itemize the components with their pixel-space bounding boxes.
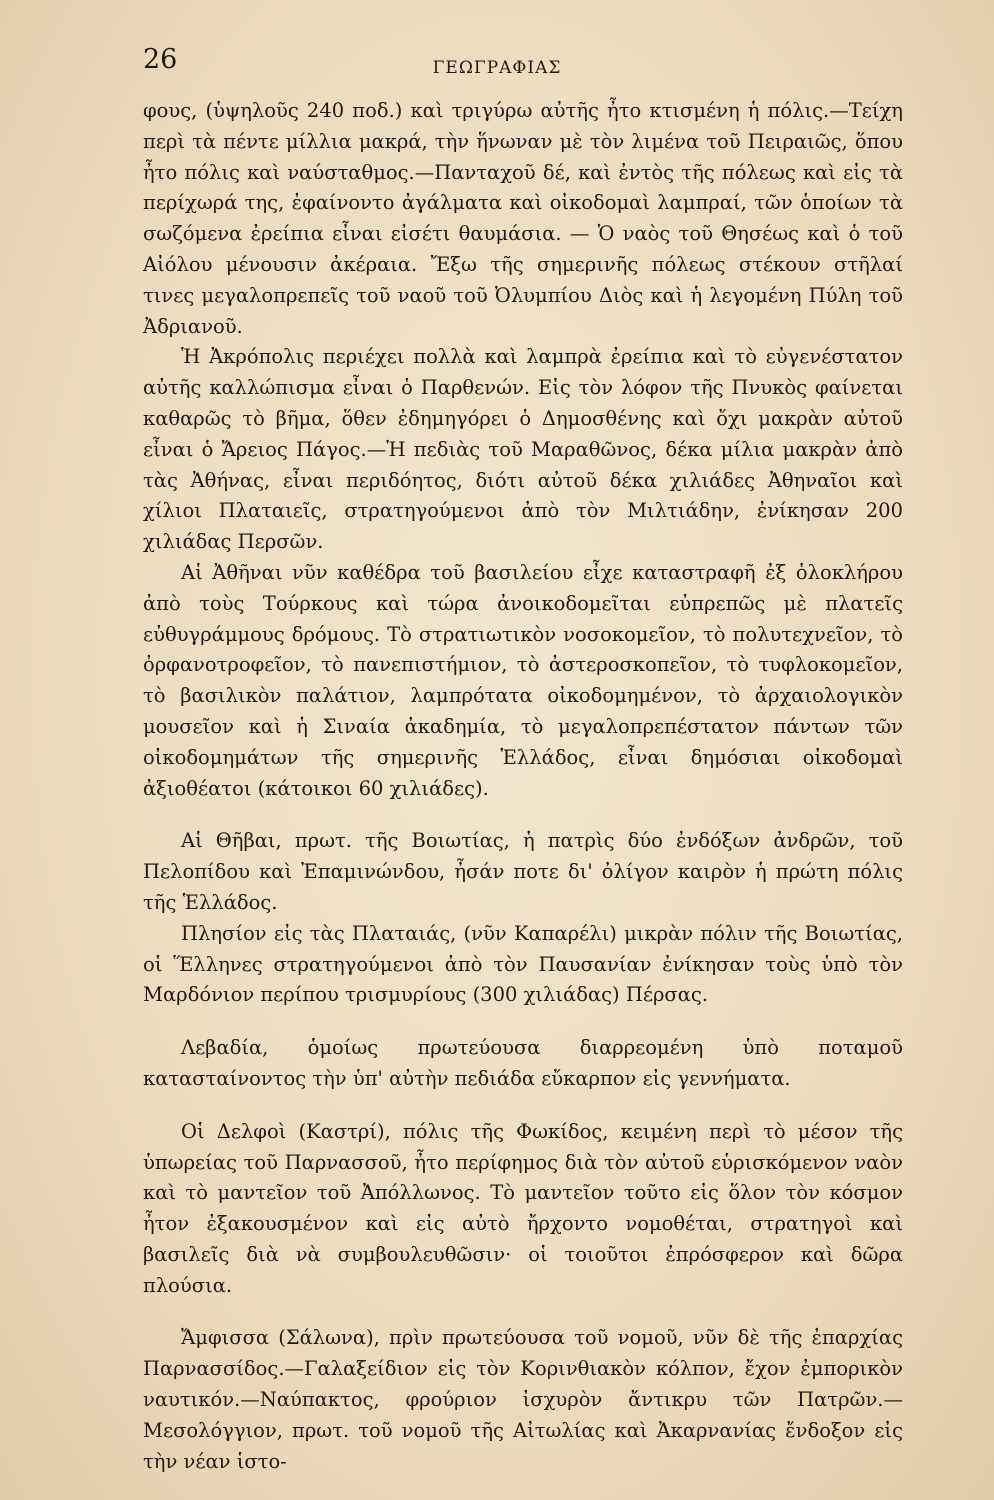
running-title: ΓΕΩΓΡΑΦΙΑΣ <box>432 58 562 78</box>
paragraph-delphi: Οἱ Δελφοὶ (Καστρί), πόλις τῆς Φωκίδος, κειμένη περὶ τὸ μέσον τῆς ὑπωρείας τοῦ Παρνασσοῦ, ἦτο περίφημος διὰ τὸν αὐτοῦ εὑρισκόμενον ναὸν καὶ τὸ μαντεῖον τοῦ Ἀπόλλωνος. Τὸ μαντεῖον τοῦτο εἰς ὅλον τὸν κόσμον ἦτον ἐξακουσμένον καὶ εἰς αὐτὸ ἤρχοντο νομοθέται, στρατηγοὶ καὶ βασιλεῖς διὰ νὰ συμβουλευθῶσιν· οἱ τοιοῦτοι ἐπρόσφερον καὶ δῶρα πλούσια. <box>143 1119 903 1297</box>
paragraph-amfissa: Ἄμφισσα (Σάλωνα), πρὶν πρωτεύουσα τοῦ νομοῦ, νῦν δὲ τῆς ἐπαρχίας Παρνασσίδος.—Γαλαξείδιον εἰς τὸν Κορινθιακὸν κόλπον, ἔχον ἐμπορικὸν ναυτικόν.—Ναύπακτος, φρούριον ἰσχυρὸν ἄντικρυ τῶν Πατρῶν.—Μεσολόγγιον, πρωτ. τοῦ νομοῦ τῆς Αἰτωλίας καὶ Ἀκαρνανίας ἔνδοξον εἰς τὴν νέαν ἱστο- <box>143 1326 903 1473</box>
paragraph-thebes: Αἱ Θῆβαι, πρωτ. τῆς Βοιωτίας, ἡ πατρὶς δύο ἐνδόξων ἀνδρῶν, τοῦ Πελοπίδου καὶ Ἐπαμινώνδου, ἦσάν ποτε δι' ὀλίγον καιρὸν ἡ πρώτη πόλις τῆς Ἑλλάδος. <box>143 829 903 914</box>
paragraph-modern-athens: Αἱ Ἀθῆναι νῦν καθέδρα τοῦ βασιλείου εἶχε καταστραφῆ ἐξ ὁλοκλήρου ἀπὸ τοὺς Τούρκους καὶ τώρα ἀνοικοδομεῖται εὐπρεπῶς μὲ πλατεῖς εὐθυγράμμους δρόμους. Τὸ στρατιωτικὸν νοσοκομεῖον, τὸ πολυτεχνεῖον, τὸ ὀρφανοτροφεῖον, τὸ πανεπιστήμιον, τὸ ἀστεροσκοπεῖον, τὸ τυφλοκομεῖον, τὸ βασιλικὸν παλάτιον, λαμπρότατα οἰκοδομημένον, τὸ ἀρχαιολογικὸν μουσεῖον καὶ ἡ Σιναία ἀκαδημία, τὸ μεγαλοπρεπέστατον πάντων τῶν οἰκοδομημάτων τῆς σημερινῆς Ἑλλάδος, εἶναι δημόσιαι οἰκοδομαὶ ἀξιοθέατοι (κάτοικοι 60 χιλιάδες). <box>143 560 903 800</box>
paragraph-levadia: Λεβαδία, ὁμοίως πρωτεύουσα διαρρεομένη ὑπὸ ποταμοῦ κατασταίνοντος τὴν ὑπ' αὐτὴν πεδιάδα εὔκαρπον εἰς γεννήματα. <box>143 1036 903 1090</box>
page-body <box>143 96 903 1477</box>
page-number: 26 <box>143 44 178 75</box>
paragraph-acropolis: Ἡ Ἀκρόπολις περιέχει πολλὰ καὶ λαμπρὰ ἐρείπια καὶ τὸ εὐγενέστατον αὐτῆς καλλώπισμα εἶναι ὁ Παρθενών. Εἰς τὸν λόφον τῆς Πνυκὸς φαίνεται καθαρῶς τὸ βῆμα, ὅθεν ἐδημηγόρει ὁ Δημοσθένης καὶ ὄχι μακρὰν αὐτοῦ εἶναι ὁ Ἄρειος Πάγος.—Ἡ πεδιὰς τοῦ Μαραθῶνος, δέκα μίλια μακρὰν ἀπὸ τὰς Ἀθήνας, εἶναι περιδόητος, διότι αὐτοῦ δέκα χιλιάδες Ἀθηναῖοι καὶ χίλιοι Πλαταιεῖς, στρατηγούμενοι ἀπὸ τὸν Μιλτιάδην, ἐνίκησαν 200 χιλιάδας Περσῶν. <box>143 345 903 554</box>
paragraph-athens-continued: φους, (ὑψηλοῦς 240 ποδ.) καὶ τριγύρω αὐτῆς ἦτο κτισμένη ἡ πόλις.—Τείχη περὶ τὰ πέντε μίλλια μακρά, τὴν ἥνωναν μὲ τὸν λιμένα τοῦ Πειραιῶς, ὅπου ἦτο πόλις καὶ ναύσταθμος.—Πανταχοῦ δέ, καὶ ἐντὸς τῆς πόλεως καὶ εἰς τὰ περίχωρά της, ἐφαίνοντο ἀγάλματα καὶ οἰκοδομαὶ λαμπραί, τῶν ὁποίων τὰ σωζόμενα ἐρείπια εἶναι εἰσέτι θαυμάσια. — Ὁ ναὸς τοῦ Θησέως καὶ ὁ τοῦ Αἰόλου μένουσιν ἀκέραια. Ἔξω τῆς σημερινῆς πόλεως στέκουν στῆλαί τινες μεγαλοπρεπεῖς τοῦ ναοῦ τοῦ Ὀλυμπίου Διὸς καὶ ἡ λεγομένη Πύλη τοῦ Ἀδριανοῦ. <box>143 99 903 338</box>
paragraph-plataea: Πλησίον εἰς τὰς Πλαταιάς, (νῦν Καπαρέλι) μικρὰν πόλιν τῆς Βοιωτίας, οἱ Ἕλληνες στρατηγούμενοι ἀπὸ τὸν Παυσανίαν ἐνίκησαν τοὺς ὑπὸ τὸν Μαρδόνιον περίπου τρισμυρίους (300 χιλιάδας) Πέρσας. <box>143 921 903 1007</box>
